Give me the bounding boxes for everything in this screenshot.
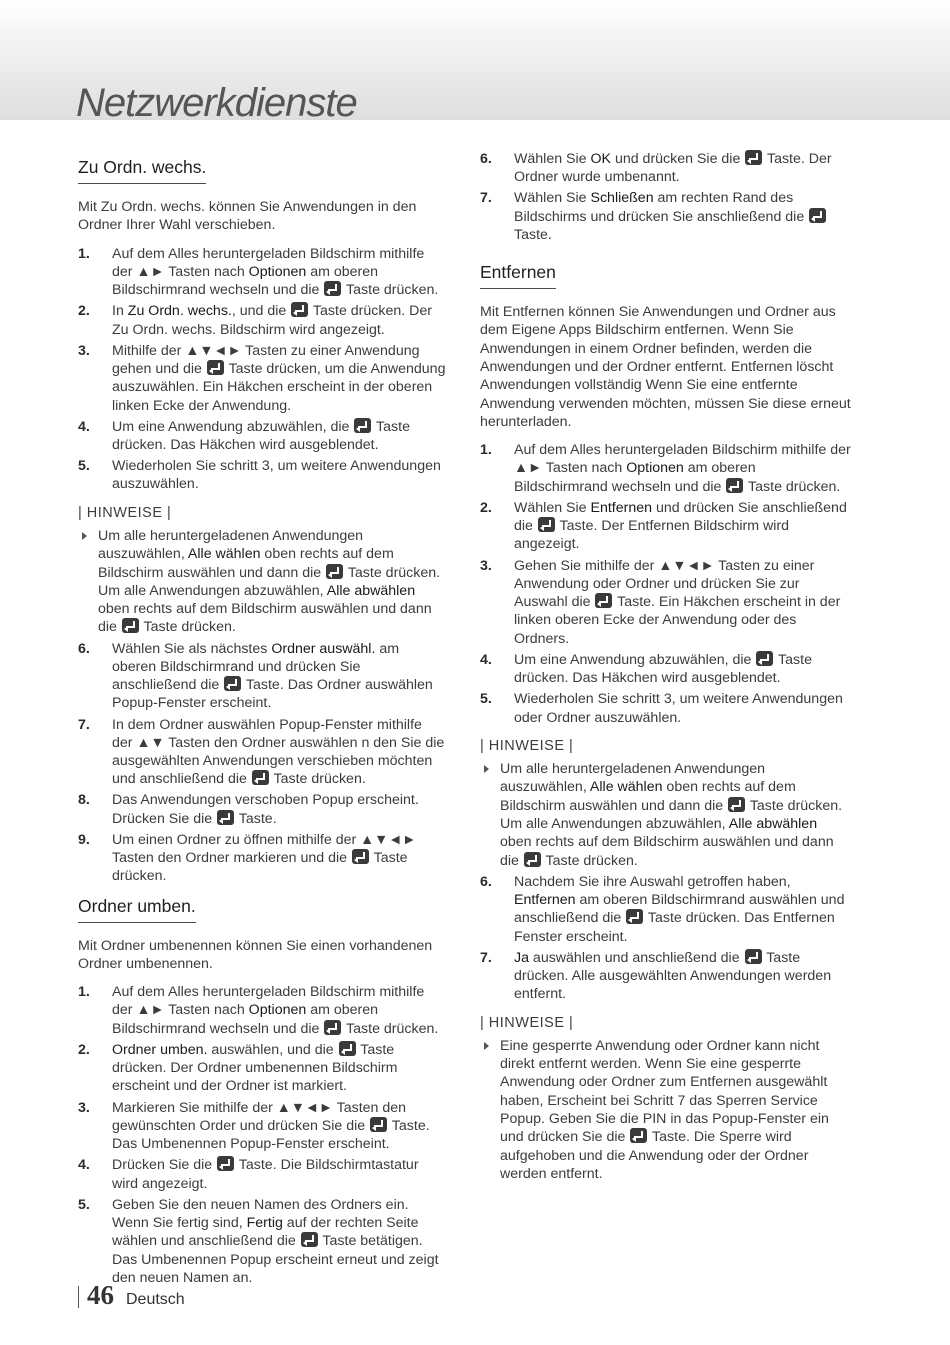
list-item: 5. Wiederholen Sie schritt 3, um weitere Anwendungen oder Ordner auszuwählen. (480, 691, 843, 726)
list-item: 1. Auf dem Alles heruntergeladen Bildschirm mithilfe der ▲► Tasten nach Optionen am oberen Bildschirmrand wechseln und die Taste drücken. (78, 984, 439, 1037)
enter-key-icon (339, 1041, 356, 1056)
list-item: 6. Nachdem Sie ihre Auswahl getroffen haben, Entfernen am oberen Bildschirmrand auswählen und anschließend die Taste drücken. Das Entfernen Fenster erscheint. (480, 873, 845, 945)
note-item: Um alle heruntergeladenen Anwendungen auszuwählen, Alle wählen oben rechts auf dem Bildschirm auswählen und dann die Taste drücken. Um alle Anwendungen abzuwählen, Alle abwählen oben rechts auf dem Bildschirm auswählen und dann die Taste drücken. (480, 760, 852, 870)
enter-key-icon (595, 593, 612, 608)
section-intro: Mit Zu Ordn. wechs. können Sie Anwendungen in den Ordner Ihrer Wahl verschieben. (78, 199, 417, 234)
list-item: 4. Drücken Sie die Taste. Die Bildschirmtastatur wird angezeigt. (78, 1157, 419, 1192)
enter-key-icon (630, 1128, 647, 1143)
notes-list (480, 1037, 852, 1183)
list-item: 4. Um eine Anwendung abzuwählen, die Taste drücken. Das Häkchen wird ausgeblendet. (78, 418, 410, 453)
page-title: Netzwerkdienste (76, 81, 357, 125)
section-title-zu-ordn-wechs: Zu Ordn. wechs. (78, 156, 206, 184)
enter-key-icon (291, 302, 308, 317)
section-title-ordner-umben: Ordner umben. (78, 895, 196, 923)
list-item: 7. Ja auswählen und anschließend die Taste drücken. Alle ausgewählten Anwendungen werden entfernt. (480, 949, 832, 1003)
enter-key-icon (324, 1020, 341, 1035)
section-intro: Mit Entfernen können Sie Anwendungen und Ordner aus dem Eigene Apps Bildschirm entfernen. Wenn Sie Anwendungen in einem Ordner befinden, werden die Anwendungen und der Ordner entfernt. Entfernen löscht Anwendungen vollständig Wenn Sie eine entfernte Anwendung verwenden möchten, müssen Sie diese erneut herunterladen. (480, 304, 851, 430)
footer-divider (78, 1286, 79, 1308)
list-item: 8. Das Anwendungen verschoben Popup erscheint. Drücken Sie die Taste. (78, 792, 419, 827)
enter-key-icon (354, 418, 371, 433)
section-intro: Mit Ordner umbenennen können Sie einen vorhandenen Ordner umbenennen. (78, 937, 433, 972)
list-item: 5. Wiederholen Sie schritt 3, um weitere Anwendungen auszuwählen. (78, 458, 441, 493)
list-item: 3. Markieren Sie mithilfe der ▲▼◄► Tasten den gewünschten Order und drücken Sie die Taste. Das Umbenennen Popup-Fenster erscheint. (78, 1099, 430, 1153)
list-item: 1. Auf dem Alles heruntergeladen Bildschirm mithilfe der ▲► Tasten nach Optionen am oberen Bildschirmrand wechseln und die Taste drücken. (78, 245, 439, 299)
note-item: Um alle heruntergeladenen Anwendungen auszuwählen, Alle wählen oben rechts auf dem Bildschirm auswählen und dann die Taste drücken. Um alle Anwendungen abzuwählen, Alle abwählen oben rechts auf dem Bildschirm auswählen und dann die Taste drücken. (78, 527, 446, 637)
triangle-bullet-icon (82, 532, 87, 540)
list-item: 3. Gehen Sie mithilfe der ▲▼◄► Tasten zu einer Anwendung oder Ordner und drücken Sie zur Auswahl die Taste. Ein Häkchen erscheint in der linken oberen Ecke der Anwendung oder des Ordners. (480, 557, 841, 647)
enter-key-icon (324, 281, 341, 296)
notes-list (78, 527, 446, 637)
enter-key-icon (626, 909, 643, 924)
enter-key-icon (745, 949, 762, 964)
enter-key-icon (745, 150, 762, 165)
right-column (480, 150, 852, 1186)
list-item: 3. Mithilfe der ▲▼◄► Tasten zu einer Anwendung gehen und die Taste drücken, um die Anwendung auszuwählen. Ein Häkchen erscheint in der oberen linken Ecke der Anwendung. (78, 342, 446, 414)
enter-key-icon (352, 849, 369, 864)
enter-key-icon (809, 208, 826, 223)
list-item: 2. Ordner umben. auswählen, und die Taste drücken. Der Ordner umbenennen Bildschirm erscheint und der Ordner ist markiert. (78, 1041, 398, 1095)
left-column (78, 150, 446, 1290)
list-item: 6. Wählen Sie OK und drücken Sie die Taste. Der Ordner wurde umbenannt. (480, 151, 832, 186)
enter-key-icon (726, 478, 743, 493)
enter-key-icon (728, 797, 745, 812)
enter-key-icon (252, 770, 269, 785)
list-item: 4. Um eine Anwendung abzuwählen, die Taste drücken. Das Häkchen wird ausgeblendet. (480, 651, 812, 687)
enter-key-icon (538, 517, 555, 532)
enter-key-icon (756, 651, 773, 666)
enter-key-icon (524, 852, 541, 867)
list-item: 7. In dem Ordner auswählen Popup-Fenster mithilfe der ▲▼ Tasten den Ordner auswählen n den Sie die ausgewählten Anwendungen verschieben möchten und anschließend die Taste drücken. (78, 716, 445, 788)
steps-list (78, 983, 446, 1287)
list-item: 5. Geben Sie den neuen Namen des Ordners ein. Wenn Sie fertig sind, Fertig auf der rechten Seite wählen und anschließend die Taste betätigen. Das Umbenennen Popup erscheint erneut und zeigt den neuen Namen an. (78, 1196, 439, 1286)
enter-key-icon (224, 676, 241, 691)
list-item: 2. Wählen Sie Entfernen und drücken Sie anschließend die Taste. Der Entfernen Bildschirm wird angezeigt. (480, 499, 847, 553)
page-number: 46 (87, 1280, 114, 1310)
hinweise-label: | HINWEISE | (480, 737, 574, 754)
list-item: 6. Wählen Sie als nächstes Ordner auswähl. am oberen Bildschirmrand und drücken Sie anschließend die Taste. Das Ordner auswählen Popup-Fenster erscheint. (78, 640, 433, 712)
hinweise-label: | HINWEISE | (480, 1014, 574, 1031)
enter-key-icon (370, 1117, 387, 1132)
triangle-bullet-icon (484, 765, 489, 773)
steps-list (480, 873, 852, 1004)
steps-list (480, 150, 852, 244)
list-item: 1. Auf dem Alles heruntergeladen Bildschirm mithilfe der ▲► Tasten nach Optionen am oberen Bildschirmrand wechseln und die Taste drücken. (480, 442, 851, 495)
enter-key-icon (217, 810, 234, 825)
steps-list (78, 640, 446, 886)
language-label: Deutsch (126, 1291, 185, 1308)
enter-key-icon (207, 360, 224, 375)
enter-key-icon (122, 618, 139, 633)
list-item: 9. Um einen Ordner zu öffnen mithilfe der ▲▼◄► Tasten den Ordner markieren und die Taste drücken. (78, 831, 417, 885)
list-item: 7. Wählen Sie Schließen am rechten Rand des Bildschirms und drücken Sie anschließend die Taste. (480, 189, 852, 244)
list-item: 2. In Zu Ordn. wechs., und die Taste drücken. Der Zu Ordn. wechs. Bildschirm wird angezeigt. (78, 303, 433, 338)
triangle-bullet-icon (484, 1042, 489, 1050)
note-item: Eine gesperrte Anwendung oder Ordner kann nicht direkt entfernt werden. Wenn Sie eine gesperrte Anwendung oder Ordner zum Entfernen ausgewählt haben, Erscheint bei Schritt 7 das Sperren Service Popup. Geben Sie die PIN in das Popup-Fenster ein und drücken Sie die Taste. Die Sperre wird aufgehoben und die Anwendung oder der Ordner werden entfernt. (480, 1037, 852, 1183)
notes-list (480, 760, 852, 870)
enter-key-icon (326, 564, 343, 579)
hinweise-label: | HINWEISE | (78, 504, 172, 521)
steps-list (78, 245, 446, 494)
enter-key-icon (217, 1156, 234, 1171)
section-title-entfernen: Entfernen (480, 261, 556, 289)
steps-list (480, 441, 852, 727)
enter-key-icon (301, 1232, 318, 1247)
